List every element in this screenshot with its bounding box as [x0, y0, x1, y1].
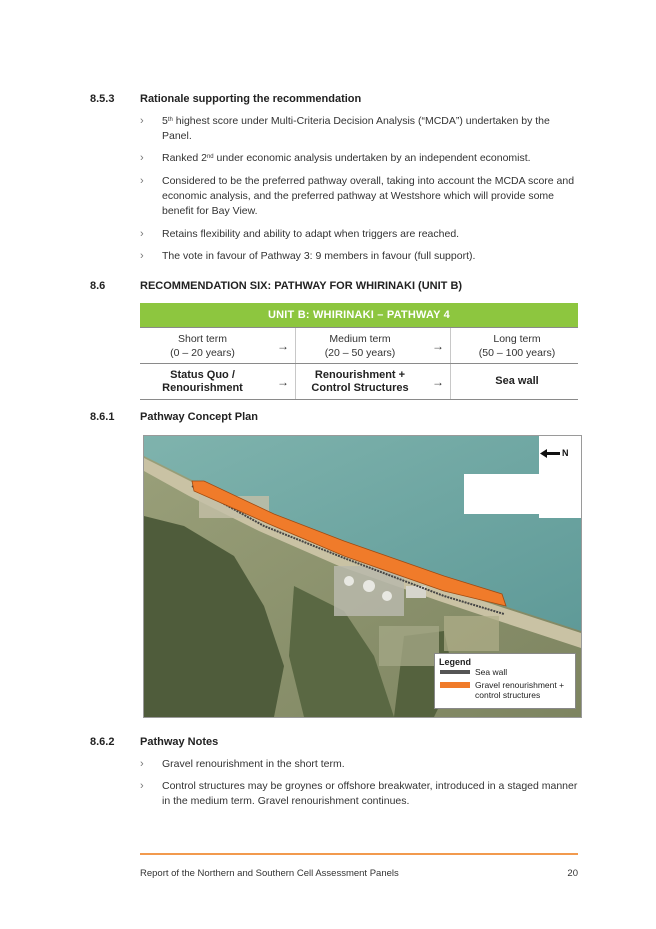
- arrow-right-icon: →: [432, 374, 444, 389]
- legend-label-renourishment: Gravel renourishment + control structures: [475, 680, 565, 700]
- renourishment-swatch: [440, 682, 470, 688]
- legend-label-sea-wall: Sea wall: [475, 667, 508, 677]
- north-arrow: [540, 448, 569, 458]
- bullet-item: [140, 227, 580, 242]
- bullet-item: [140, 249, 580, 264]
- footer-report-title: Report of the Northern and Southern Cell Assessment Panels: [140, 868, 399, 879]
- bullet-item: [140, 779, 580, 809]
- action-short: Status Quo / Renourishment: [162, 368, 243, 394]
- bullet-item: [140, 114, 580, 144]
- footer-rule: [140, 853, 578, 855]
- bullet-text: Retains flexibility and ability to adapt when triggers are reached.: [162, 228, 460, 240]
- legend-title: Legend: [439, 657, 472, 667]
- chevron-right-icon: ›: [140, 780, 144, 792]
- section-title-concept-plan: Pathway Concept Plan: [140, 411, 258, 423]
- bullet-item: [140, 151, 580, 166]
- chevron-right-icon: ›: [140, 115, 144, 127]
- arrow-left-icon: [540, 449, 560, 458]
- bullet-item: [140, 757, 580, 772]
- map-legend: [434, 653, 576, 709]
- page-number: 20: [567, 868, 578, 879]
- bullet-item: [140, 174, 580, 219]
- bullet-text: Control structures may be groynes or offshore breakwater, introduced in a staged manner in the medium term. Gravel renourishment continues.: [162, 780, 578, 807]
- bullet-text: Ranked 2nd under economic analysis undertaken by an independent economist.: [162, 152, 531, 164]
- bullet-text: The vote in favour of Pathway 3: 9 members in favour (full support).: [162, 250, 476, 262]
- arrow-right-icon: →: [277, 374, 289, 389]
- chevron-right-icon: ›: [140, 758, 144, 770]
- bullet-text: Gravel renourishment in the short term.: [162, 758, 345, 770]
- arrow-right-icon: →: [277, 338, 289, 353]
- pathway-table: [140, 303, 578, 400]
- arrow-right-icon: →: [432, 338, 444, 353]
- pathway-concept-map: [143, 435, 582, 718]
- chevron-right-icon: ›: [140, 250, 144, 262]
- chevron-right-icon: ›: [140, 175, 144, 187]
- term-long: Long term (50 – 100 years): [478, 332, 556, 359]
- section-title-recommendation-six: RECOMMENDATION SIX: PATHWAY FOR WHIRINAKI (UNIT B): [140, 280, 463, 292]
- action-medium: Renourishment + Control Structures: [311, 368, 409, 394]
- term-medium: Medium term (20 – 50 years): [324, 332, 396, 359]
- section-number-8-5-3: 8.5.3: [90, 93, 115, 105]
- table-row-actions: [140, 364, 578, 400]
- section-number-8-6-1: 8.6.1: [90, 411, 115, 423]
- sea-wall-swatch: [440, 670, 470, 674]
- section-title-rationale: Rationale supporting the recommendation: [140, 93, 362, 105]
- section-title-pathway-notes: Pathway Notes: [140, 736, 219, 748]
- pathway-table-header: UNIT B: WHIRINAKI – PATHWAY 4: [140, 303, 578, 327]
- bullet-text: Considered to be the preferred pathway overall, taking into account the MCDA score and economic analysis, and the preferred pathway at Westshore which will provide some benefit for Bay View.: [162, 175, 575, 217]
- chevron-right-icon: ›: [140, 152, 144, 164]
- bullet-text: 5th highest score under Multi-Criteria Decision Analysis (“MCDA”) undertaken by the Panel.: [162, 115, 550, 142]
- term-short: Short term (0 – 20 years): [170, 332, 235, 359]
- section-number-8-6: 8.6: [90, 280, 106, 292]
- table-row-terms: [140, 327, 578, 364]
- north-label: N: [562, 448, 569, 458]
- chevron-right-icon: ›: [140, 228, 144, 240]
- section-number-8-6-2: 8.6.2: [90, 736, 115, 748]
- action-long: Sea wall: [495, 375, 539, 387]
